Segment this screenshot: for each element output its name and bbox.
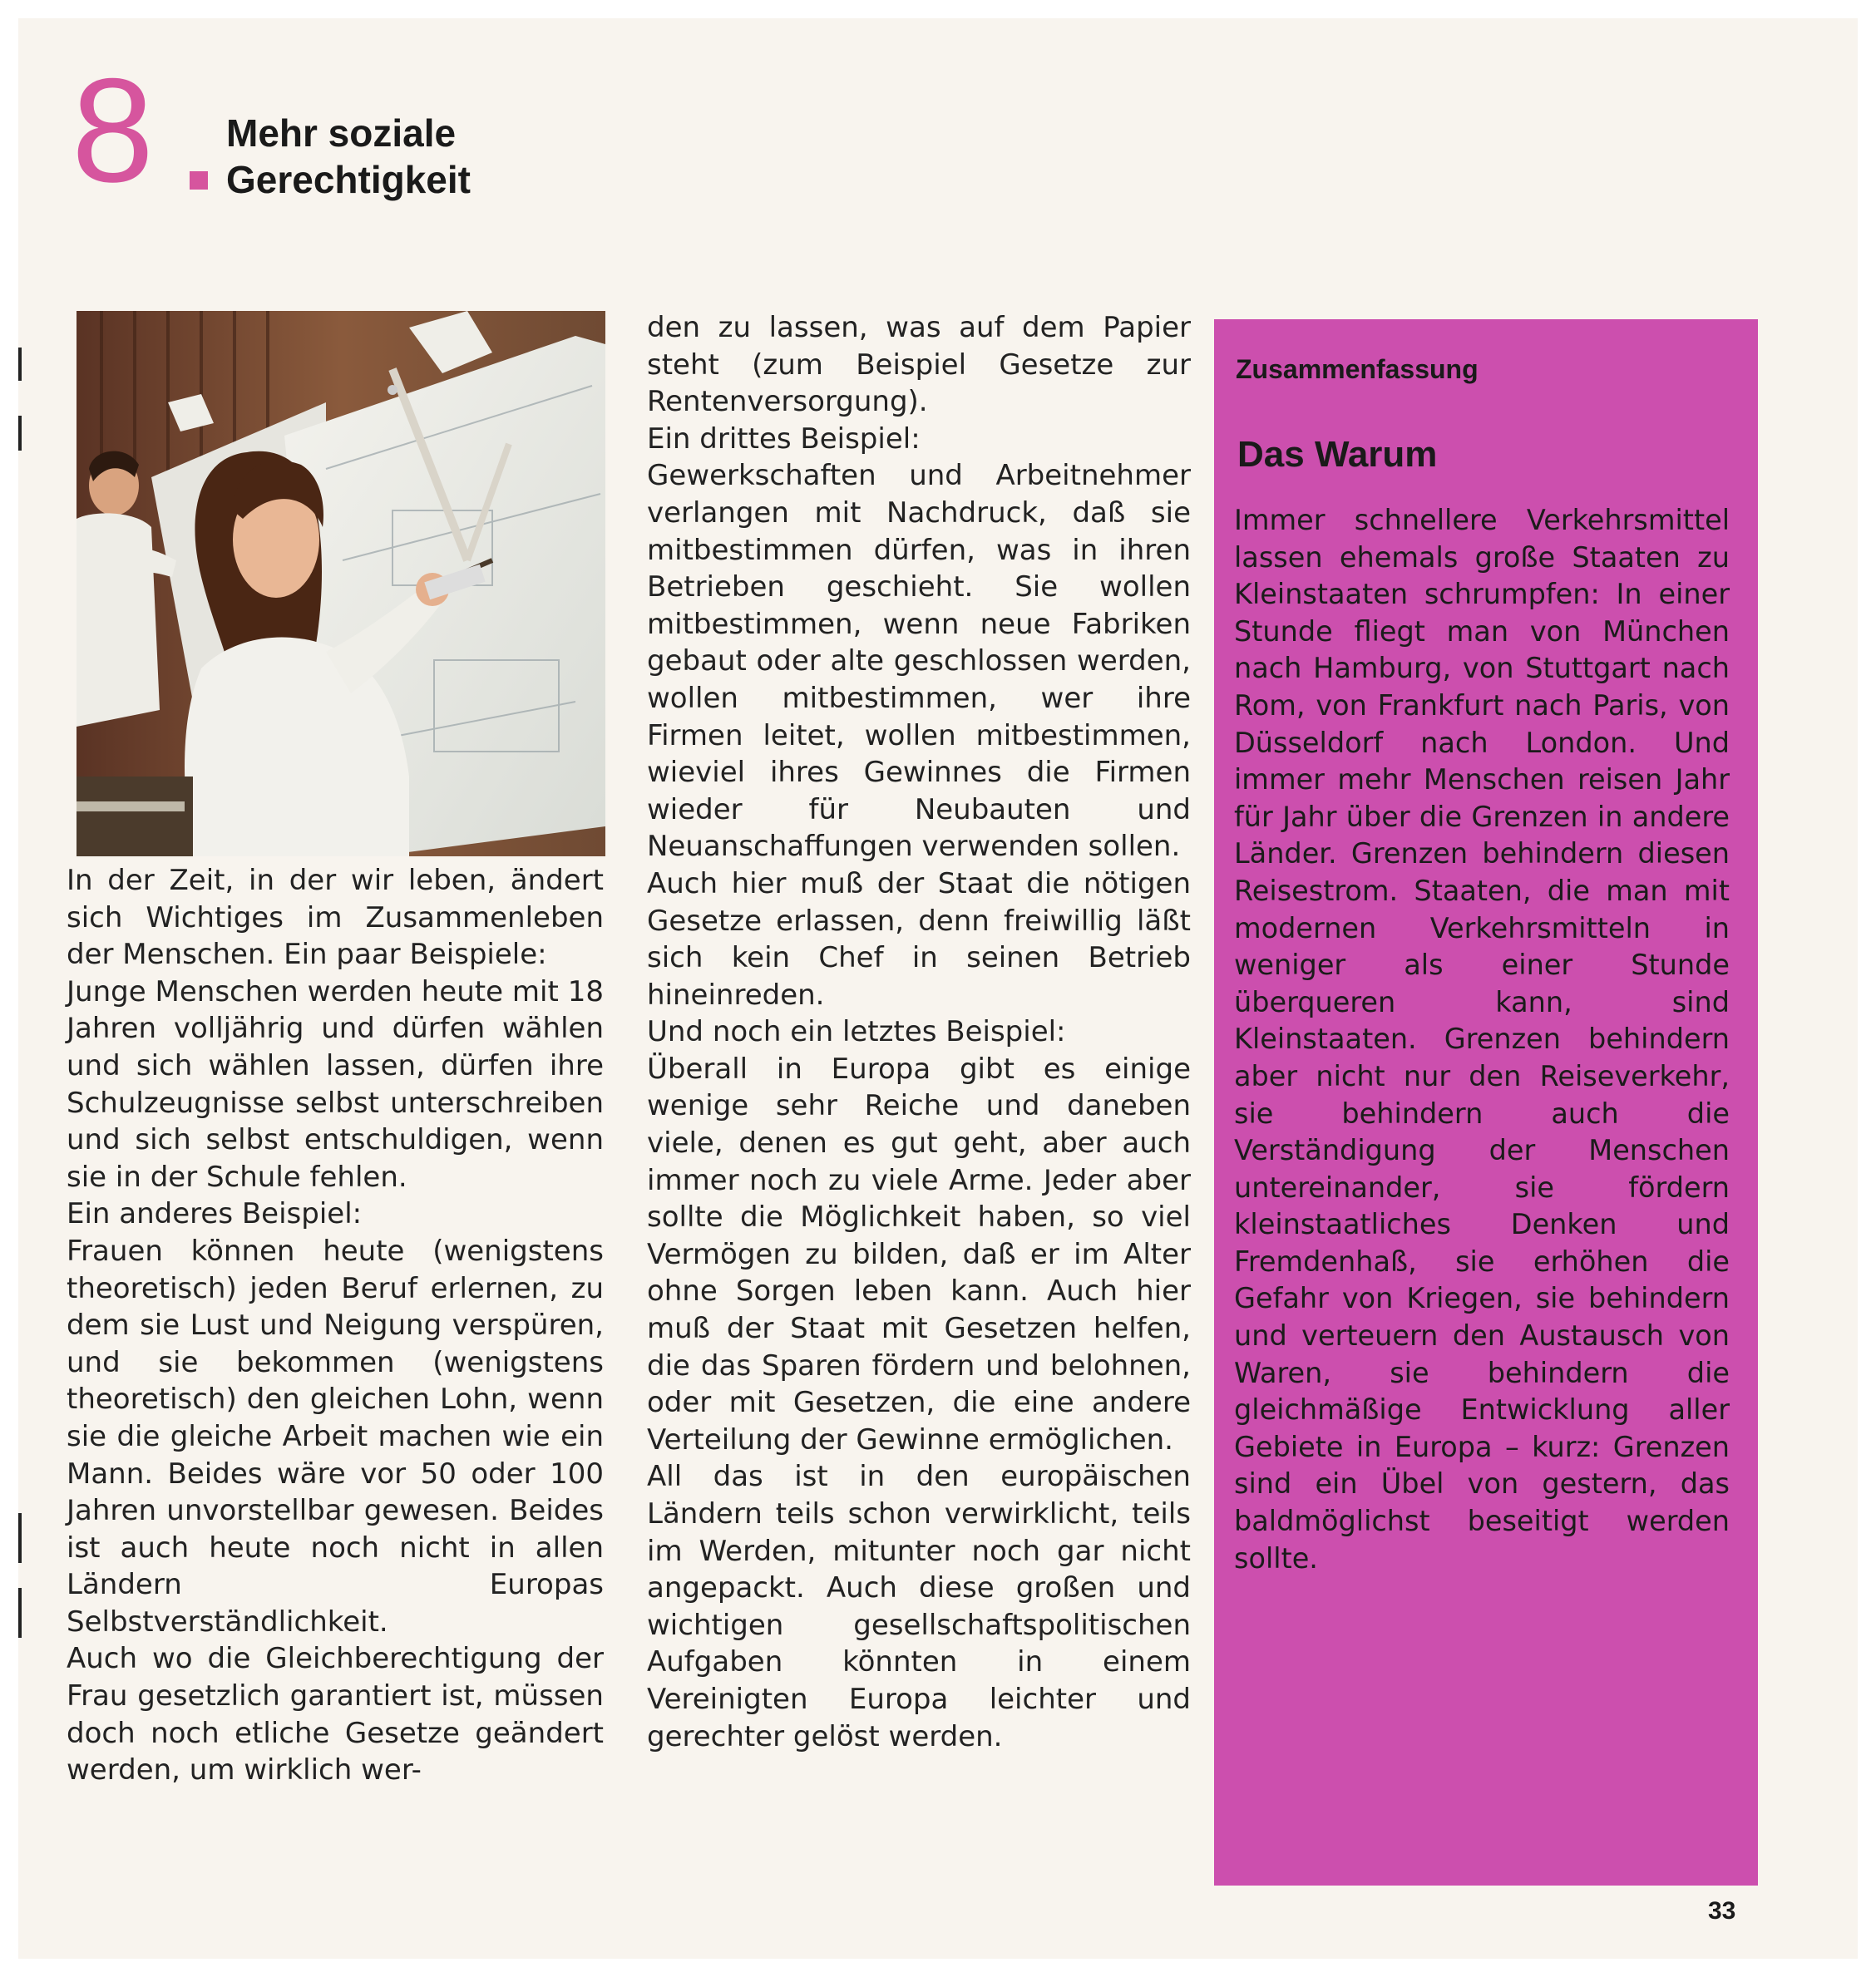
chapter-number: 8 bbox=[72, 47, 151, 213]
middle-text-column bbox=[647, 309, 1191, 1755]
summary-paragraph: Immer schnellere Verkehrsmittel lassen ehemals große Staaten zu Kleinstaaten schrumpfen: In einer Stunde fliegt man von München nach Hamburg, von Stuttgart nach Rom, von Frankfurt nach Paris, von Düsseldorf nach London. Und immer mehr Menschen reisen Jahr für Jahr über die Grenzen in andere Länder. Grenzen behindern diesen Reisestrom. Staaten, die man mit modernen Verkehrsmitteln in weniger als einer Stunde überqueren kann, sind Kleinstaaten. Grenzen behindern aber nicht nur den Reiseverkehr, sie behindern auch die Verständigung der Menschen untereinander, sie fördern kleinstaatliches Denken und Fremdenhaß, sie erhöhen die Gefahr von Kriegen, sie behindern und verteuern den Austausch von Waren, sie behindern die gleichmäßige Entwicklung aller Gebiete in Europa – kurz: Grenzen sind ein Übel von gestern, das baldmöglichst beseitigt werden sollte. bbox=[1234, 504, 1730, 1575]
paragraph: Auch wo die Gleichberechtigung der Frau gesetzlich garantiert ist, müssen doch noch etliche Gesetze geändert werden, um wirklich wer- bbox=[67, 1642, 604, 1787]
paragraph: Auch hier muß der Staat die nötigen Gesetze erlassen, denn freiwillig läßt sich kein Chef in seinen Betrieb hineinreden. bbox=[647, 866, 1191, 1012]
binding-mark bbox=[18, 348, 22, 381]
binding-mark bbox=[18, 1588, 22, 1638]
chapter-title-line2: Gerechtigkeit bbox=[226, 158, 471, 201]
drafting-office-photo bbox=[77, 311, 605, 856]
paragraph: Frauen können heute (wenigstens theoretisch) jeden Beruf erlernen, zu dem sie Lust und Neigung verspüren, und sie bekommen (wenigstens theoretisch) den gleichen Lohn, wenn sie die gleiche Arbeit machen wie ein Mann. Beides wäre vor 50 oder 100 Jahren unvorstellbar gewesen. Beides ist auch heute noch nicht in allen Ländern Europas Selbstverständlichkeit. bbox=[67, 1234, 604, 1639]
paragraph: Gewerkschaften und Arbeitnehmer verlangen mit Nachdruck, daß sie mitbestimmen dürfen, was in ihren Betrieben geschieht. Sie wollen mitbestimmen, wenn neue Fabriken gebaut oder alte geschlossen werden, wollen mitbestimmen, wer ihre Firmen leitet, wollen mitbestimmen, wieviel ihres Gewinnes die Firmen wieder für Neubauten und Neuanschaffungen verwenden sollen. bbox=[647, 459, 1191, 864]
page-number: 33 bbox=[1708, 1897, 1736, 1925]
summary-label: Zusammenfassung bbox=[1236, 354, 1479, 384]
paragraph: den zu lassen, was auf dem Papier steht (zum Beispiel Gesetze zur Rentenversorgung). bbox=[647, 311, 1191, 419]
paragraph: Ein drittes Beispiel: bbox=[647, 422, 921, 456]
summary-text bbox=[1234, 502, 1730, 1577]
paragraph: Junge Menschen werden heute mit 18 Jahren volljährig und dürfen wählen und sich wählen lassen, dürfen ihre Schulzeugnisse selbst unterschreiben und sich selbst entschuldigen, wenn sie in der Schule fehlen. bbox=[67, 974, 604, 1194]
binding-mark bbox=[18, 1513, 22, 1563]
paragraph: Und noch ein letztes Beispiel: bbox=[647, 1015, 1066, 1049]
paragraph: All das ist in den europäischen Ländern teils schon verwirklicht, teils im Werden, mitunter noch gar nicht angepackt. Auch diese großen und wichtigen gesellschaftspolitischen Aufgaben könnten in einem Vereinigten Europa leichter und gerechter gelöst werden. bbox=[647, 1460, 1191, 1753]
summary-title: Das Warum bbox=[1237, 434, 1438, 475]
paragraph: In der Zeit, in der wir leben, ändert sich Wichtiges im Zusammenleben der Menschen. Ein paar Beispiele: bbox=[67, 864, 604, 972]
paragraph: Ein anderes Beispiel: bbox=[67, 1197, 363, 1231]
photo-illustration bbox=[77, 311, 605, 856]
left-text-column bbox=[67, 862, 604, 1789]
paragraph: Überall in Europa gibt es einige wenige sehr Reiche und daneben viele, denen es gut geht, aber auch immer noch zu viele Arme. Jeder aber sollte die Möglichkeit haben, so viel Vermögen zu bilden, daß er im Alter ohne Sorgen leben kann. Auch hier muß der Staat mit Gesetzen helfen, die das Sparen fördern und belohnen, oder mit Gesetzen, die eine andere Verteilung der Gewinne ermöglichen. bbox=[647, 1052, 1191, 1457]
binding-mark bbox=[18, 416, 22, 451]
chapter-title-line1: Mehr soziale bbox=[226, 111, 457, 155]
chapter-dot bbox=[190, 171, 208, 190]
chapter-title bbox=[226, 110, 471, 203]
